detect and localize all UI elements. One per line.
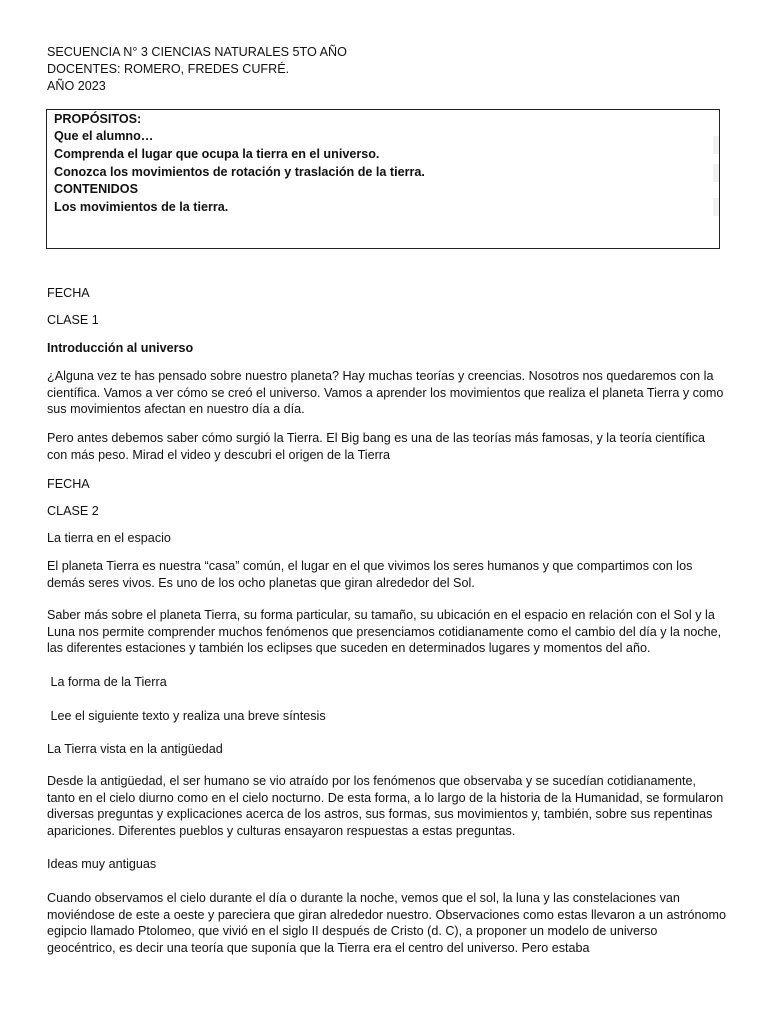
class2-label: CLASE 2 — [47, 504, 99, 518]
header-teachers: DOCENTES: ROMERO, FREDES CUFRÉ. — [47, 62, 290, 76]
margin-mark — [713, 198, 719, 216]
class2-paragraph-2: Saber más sobre el planeta Tierra, su forma particular, su tamaño, su ubicación en el espacio en relación con el Sol y la Luna nos permite comprender muchos fenómenos que presenciamos cotidianamente como el cambio del día y la noche, las diferentes estaciones y también los eclipses que suceden en determinados lugares y momentos del año. — [47, 608, 722, 655]
class1-paragraph-1: ¿Alguna vez te has pensado sobre nuestro planeta? Hay muchas teorías y creencias. Nosotros nos quedaremos con la científica. Vamos a ver cómo se creó el universo. Vamos a aprender los movimientos que realiza el planeta Tierra y como sus movimientos afectan en nuestro día a día. — [47, 369, 724, 416]
purposes-heading: PROPÓSITOS: — [54, 112, 142, 126]
class1-title: Introducción al universo — [47, 341, 194, 355]
class1-label: CLASE 1 — [47, 313, 99, 327]
reading-instruction: Lee el siguiente texto y realiza una breve síntesis — [47, 709, 326, 723]
class2-paragraph-4: Cuando observamos el cielo durante el día o durante la noche, vemos que el sol, la luna y las constelaciones van moviéndose de este a oeste y pareciera que giran alrededor nuestro. Observaciones como estas llevaron a un astrónomo egipcio llamado Ptolomeo, que vivió en el siglo II después de Cristo (d. C), a proponer un modelo de universo geocéntrico, es decir una teoría que suponía que la Tierra era el centro del universo. Pero estaba — [47, 891, 727, 955]
ancient-ideas-heading: Ideas muy antiguas — [47, 857, 157, 871]
contents-item: Los movimientos de la tierra. — [54, 200, 229, 214]
class1-paragraph-2: Pero antes debemos saber cómo surgió la Tierra. El Big bang es una de las teorías más famosas, y la teoría científica con más peso. Mirad el video y descubri el origen de la Tierra — [47, 431, 706, 462]
margin-mark — [713, 164, 719, 182]
ancient-earth-heading: La Tierra vista en la antigüedad — [47, 742, 223, 756]
class2-paragraph-1: El planeta Tierra es nuestra “casa” común, el lugar en el que vivimos los seres humanos y que compartimos con los demás seres vivos. Es uno de los ocho planetas que giran alrededor del Sol. — [47, 559, 693, 590]
margin-mark — [713, 136, 719, 154]
purpose-box — [46, 109, 720, 249]
class2-paragraph-3: Desde la antigüedad, el ser humano se vio atraído por los fenómenos que observaba y se sucedían cotidianamente, tanto en el cielo diurno como en el cielo nocturno. De esta forma, a lo largo de la historia de la Humanidad, se formularon diversas preguntas y explicaciones acerca de los astros, sus formas, sus movimientos y, también, sobre sus repentinas apariciones. Diferentes pueblos y culturas ensayaron respuestas a estas preguntas. — [47, 774, 724, 838]
header-sequence: SECUENCIA N° 3 CIENCIAS NATURALES 5TO AÑO — [47, 45, 347, 59]
header-year: AÑO 2023 — [47, 79, 106, 93]
purpose-item: Comprenda el lugar que ocupa la tierra en el universo. — [54, 147, 380, 161]
purpose-item: Conozca los movimientos de rotación y traslación de la tierra. — [54, 165, 425, 179]
class1-date-label: FECHA — [47, 286, 90, 300]
earth-shape-heading: La forma de la Tierra — [47, 675, 167, 689]
class2-date-label: FECHA — [47, 477, 90, 491]
purpose-intro: Que el alumno… — [54, 129, 154, 143]
contents-heading: CONTENIDOS — [54, 182, 138, 196]
class2-title: La tierra en el espacio — [47, 531, 171, 545]
